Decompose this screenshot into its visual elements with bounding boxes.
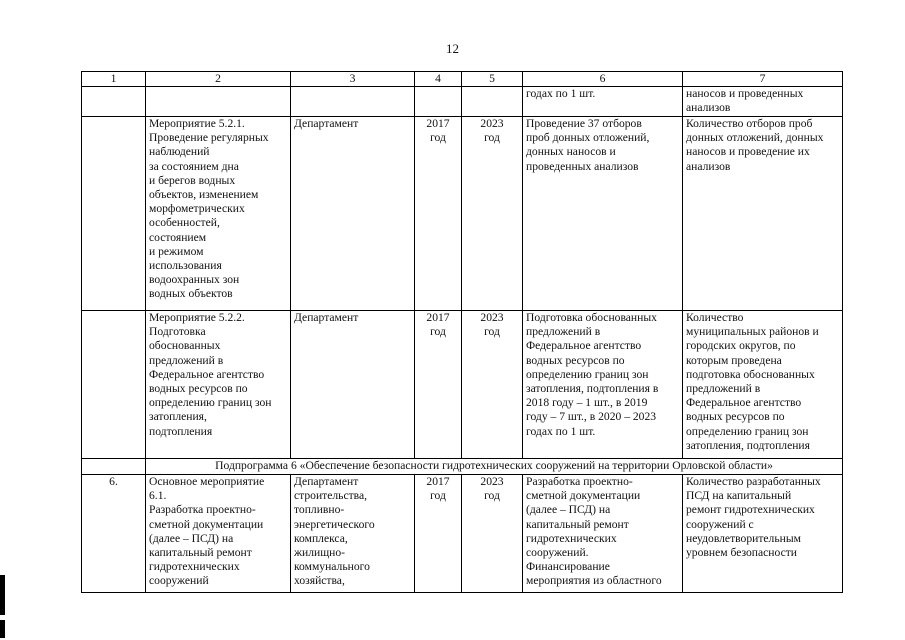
column-number-row [82, 72, 843, 87]
cell-number [82, 117, 146, 311]
cell-indicator: наносов и проведенных анализов [683, 87, 843, 117]
cell-executor: Департамент [291, 117, 415, 311]
cell-activity: Основное мероприятие 6.1. Разработка проектно- сметной документации (далее – ПСД) на капитальный ремонт гидротехнических сооружений [146, 475, 291, 593]
cell-start-year [415, 87, 462, 117]
cell-number: 6. [82, 475, 146, 593]
scan-edge-mark [0, 620, 5, 638]
cell-expected-result: Подготовка обоснованных предложений в Федеральное агентство водных ресурсов по определению границ зон затопления, подтопления в 2018 году – 1 шт., в 2019 году – 7 шт., в 2020 – 2023 годах по 1 шт. [523, 311, 683, 459]
cell-number [82, 87, 146, 117]
cell-indicator: Количество муниципальных районов и городских округов, по которым проведена подготовка обоснованных предложений в Федеральное агентство водных ресурсов по определению границ зон затопления, подтопления [683, 311, 843, 459]
column-header-4: 4 [415, 72, 462, 87]
cell-expected-result: Разработка проектно- сметной документации (далее – ПСД) на капитальный ремонт гидротехнических сооружений. Финансирование мероприятия из областного [523, 475, 683, 593]
cell-start-year: 2017 год [415, 475, 462, 593]
cell-expected-result: годах по 1 шт. [523, 87, 683, 117]
cell-activity [146, 87, 291, 117]
cell-start-year: 2017 год [415, 311, 462, 459]
column-header-1: 1 [82, 72, 146, 87]
cell-end-year: 2023 год [462, 311, 523, 459]
program-activities-table [81, 71, 843, 593]
table-row [82, 311, 843, 459]
column-header-5: 5 [462, 72, 523, 87]
cell-indicator: Количество отборов проб донных отложений, донных наносов и проведение их анализов [683, 117, 843, 311]
page-number: 12 [446, 41, 459, 56]
table-row [82, 117, 843, 311]
cell-end-year [462, 87, 523, 117]
column-header-6: 6 [523, 72, 683, 87]
cell-number [82, 311, 146, 459]
cell-executor: Департамент [291, 311, 415, 459]
table-row [82, 475, 843, 593]
cell-executor: Департамент строительства, топливно- энергетического комплекса, жилищно- коммунального хозяйства, [291, 475, 415, 593]
cell-expected-result: Проведение 37 отборов проб донных отложений, донных наносов и проведенных анализов [523, 117, 683, 311]
subprogram-row [82, 459, 843, 475]
table-row [82, 87, 843, 117]
cell-end-year: 2023 год [462, 475, 523, 593]
column-header-7: 7 [683, 72, 843, 87]
cell-start-year: 2017 год [415, 117, 462, 311]
subprogram-heading: Подпрограмма 6 «Обеспечение безопасности гидротехнических сооружений на территории Орловской области» [146, 459, 843, 475]
cell-activity: Мероприятие 5.2.1. Проведение регулярных наблюдений за состоянием дна и берегов водных объектов, изменением морфометрических особенностей, состоянием и режимом использования водоохранных зон водных объектов [146, 117, 291, 311]
cell-activity: Мероприятие 5.2.2. Подготовка обоснованных предложений в Федеральное агентство водных ресурсов по определению границ зон затопления, подтопления [146, 311, 291, 459]
scan-edge-mark [0, 575, 5, 615]
cell-end-year: 2023 год [462, 117, 523, 311]
cell-indicator: Количество разработанных ПСД на капитальный ремонт гидротехнических сооружений с неудовлетворительным уровнем безопасности [683, 475, 843, 593]
cell-executor [291, 87, 415, 117]
column-header-2: 2 [146, 72, 291, 87]
column-header-3: 3 [291, 72, 415, 87]
